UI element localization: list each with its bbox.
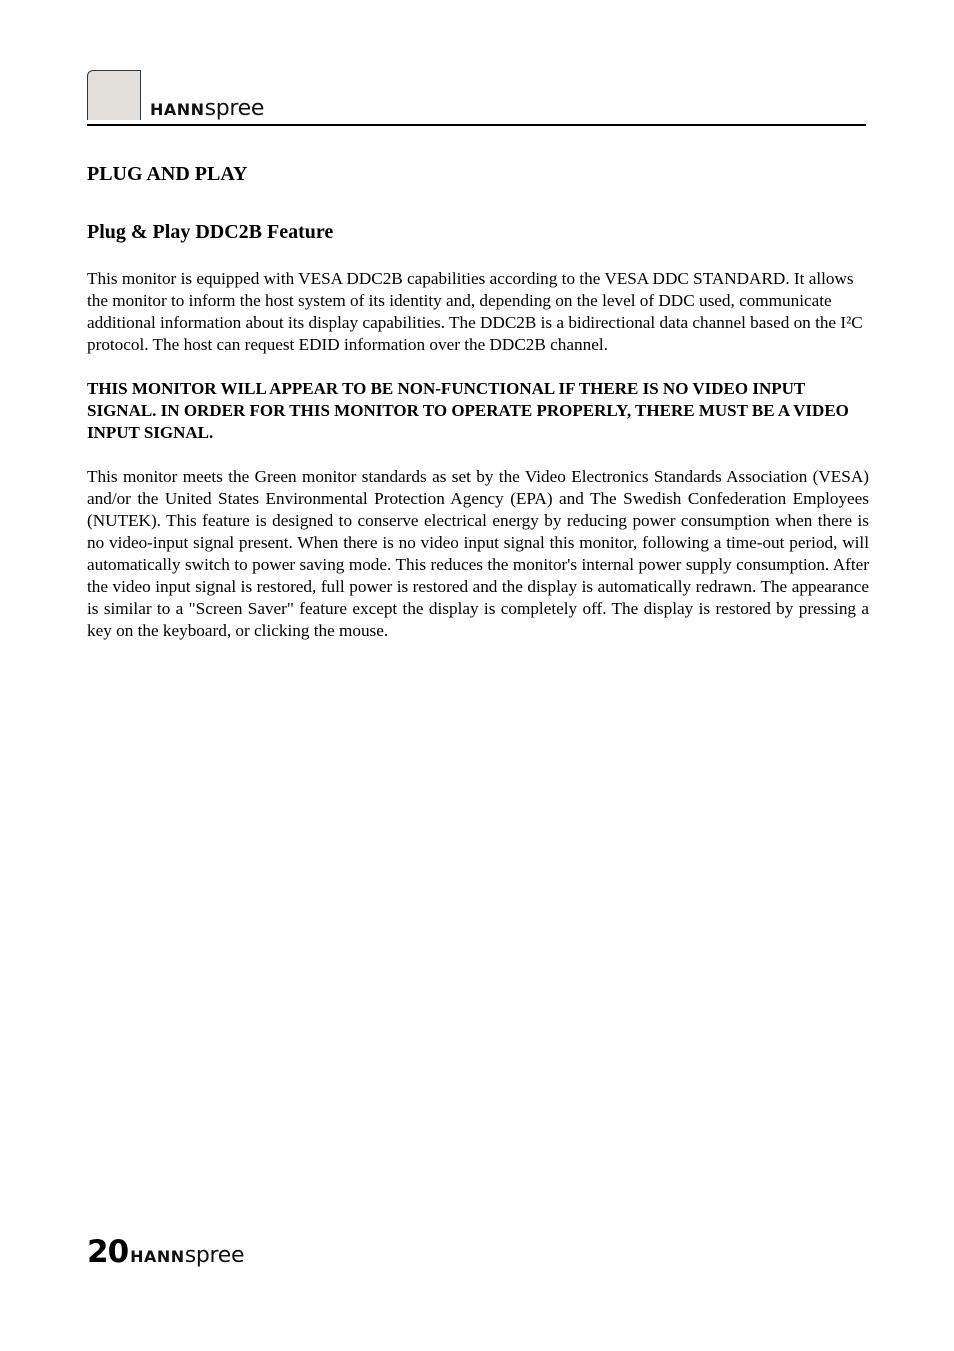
header-tab-box [87,70,141,120]
footer-brand-logo [130,1241,244,1272]
header-logo-bold: HANN [150,100,205,119]
video-signal-warning: THIS MONITOR WILL APPEAR TO BE NON-FUNCTIONAL IF THERE IS NO VIDEO INPUT SIGNAL. IN ORDER FOR THIS MONITOR TO OPERATE PROPERLY, THERE MUST BE A VIDEO INPUT SIGNAL. [87,379,849,442]
page-footer [87,1232,244,1272]
subsection-title: Plug & Play DDC2B Feature [87,221,334,243]
power-saving-paragraph: This monitor meets the Green monitor standards as set by the Video Electronics Standards Association (VESA) and/or the United States Environmental Protection Agency (EPA) and The Swedish Confederation Employees (NUTEK). This feature is designed to conserve electrical energy by reducing power consumption when there is no video-input signal present. When there is no video input signal this monitor, following a time-out period, will automatically switch to power saving mode. This reduces the monitor's internal power supply consumption. After the video input signal is restored, full power is restored and the display is automatically redrawn. The appearance is similar to a "Screen Saver" feature except the display is completely off. The display is restored by pressing a key on the keyboard, or clicking the mouse. [87,467,869,640]
page-number: 20 [87,1234,129,1270]
header-divider [87,124,866,126]
header-brand-logo [150,96,264,123]
footer-logo-light: spree [184,1243,245,1268]
section-title: PLUG AND PLAY [87,163,248,185]
ddc2b-paragraph: This monitor is equipped with VESA DDC2B capabilities according to the VESA DDC STANDARD. It allows the monitor to inform the host system of its identity and, depending on the level of DDC used, communicate additional information about its display capabilities. The DDC2B is a bidirectional data channel based on the I²C protocol. The host can request EDID information over the DDC2B channel. [87,269,863,354]
page-content [87,160,869,642]
header-logo-light: spree [204,96,265,121]
footer-logo-bold: HANN [130,1247,185,1266]
